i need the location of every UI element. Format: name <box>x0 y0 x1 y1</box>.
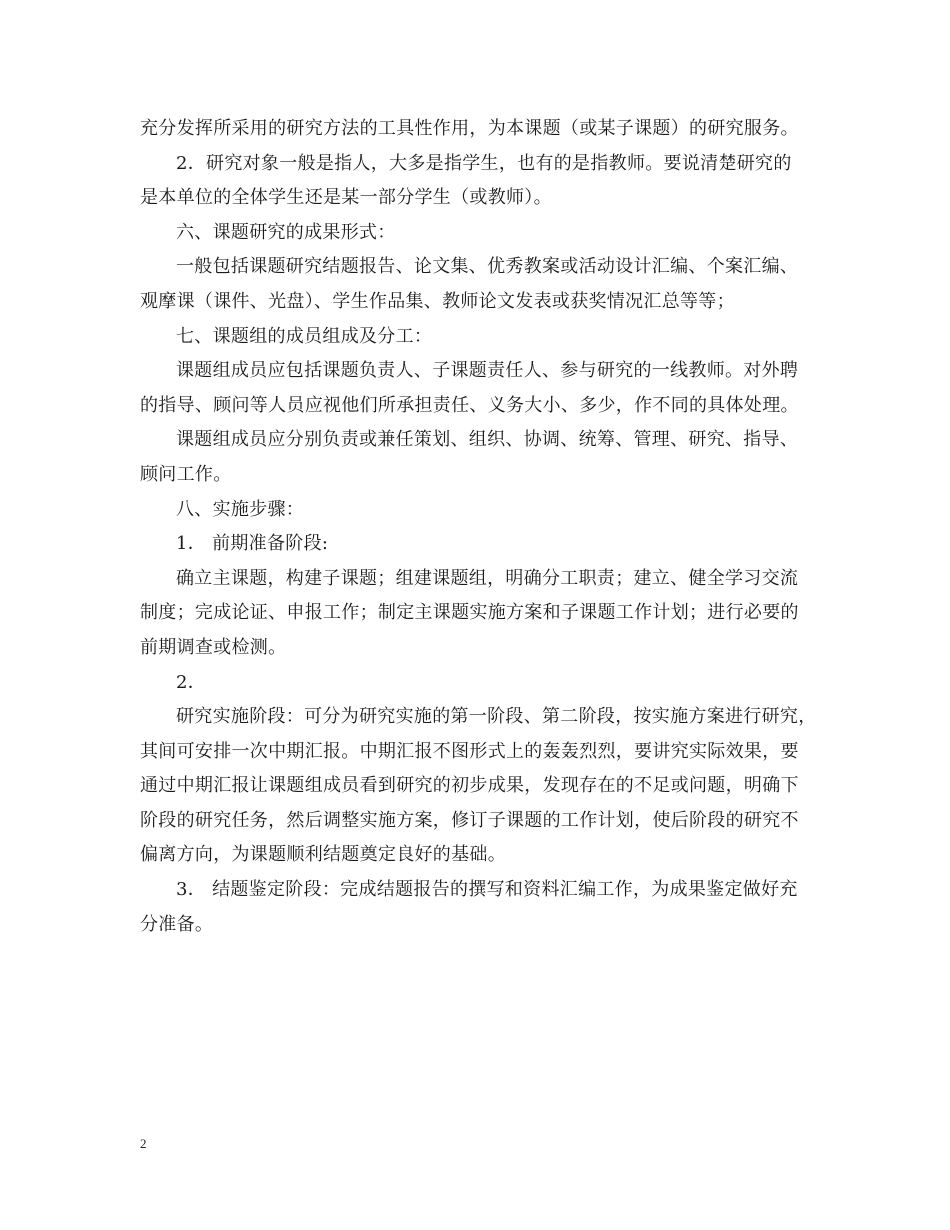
text-line: 观摩课（课件、光盘）、学生作品集、教师论文发表或获奖情况汇总等等； <box>140 290 735 312</box>
text-line: 偏离方向，为课题顺利结题奠定良好的基础。 <box>140 844 506 866</box>
text-line: 一般包括课题研究结题报告、论文集、优秀教案或活动设计汇编、个案汇编、 <box>176 256 799 278</box>
text-line: 前期调查或检测。 <box>140 636 287 658</box>
text-line: 顾问工作。 <box>140 463 232 485</box>
text-line: 分准备。 <box>140 913 214 935</box>
text-line: 课题组成员应包括课题负责人、子课题责任人、参与研究的一线教师。对外聘 <box>176 360 799 382</box>
text-line: 确立主课题，构建子课题；组建课题组，明确分工职责；建立、健全学习交流 <box>176 567 799 589</box>
text-line: 充分发挥所采用的研究方法的工具性作用，为本课题（或某子课题）的研究服务。 <box>140 118 799 139</box>
page-number: 2 <box>140 1136 147 1151</box>
text-line: 其间可安排一次中期汇报。中期汇报不图形式上的轰轰烈烈，要讲究实际效果，要 <box>140 740 799 762</box>
text-line: 课题组成员应分别负责或兼任策划、组织、协调、统筹、管理、研究、指导、 <box>176 429 799 451</box>
text-line: 研究实施阶段：可分为研究实施的第一阶段、第二阶段，按实施方案进行研究， <box>176 706 817 728</box>
text-line: 通过中期汇报让课题组成员看到研究的初步成果，发现存在的不足或问题，明确下 <box>140 775 799 797</box>
section-heading: 七、课题组的成员组成及分工： <box>176 325 433 347</box>
text-line: 的指导、顾问等人员应视他们所承担责任、义务大小、多少，作不同的具体处理。 <box>140 394 799 416</box>
section-heading: 六、课题研究的成果形式： <box>176 221 396 243</box>
list-item-number: 2． <box>176 671 207 693</box>
text-line: 是本单位的全体学生还是某一部分学生（或教师）。 <box>140 187 552 209</box>
text-line: 制度；完成论证、申报工作；制定主课题实施方案和子课题工作计划；进行必要的 <box>140 602 799 624</box>
list-item-heading: 3． 结题鉴定阶段：完成结题报告的撰写和资料汇编工作，为成果鉴定做好充 <box>176 879 798 901</box>
document-body <box>140 112 820 942</box>
text-line: 阶段的研究任务，然后调整实施方案，修订子课题的工作计划，使后阶段的研究不 <box>140 809 799 831</box>
text-line: 2．研究对象一般是指人，大多是指学生，也有的是指教师。要说清楚研究的 <box>176 152 792 174</box>
section-heading: 八、实施步骤： <box>176 498 305 520</box>
list-item-heading: 1． 前期准备阶段: <box>176 533 329 555</box>
